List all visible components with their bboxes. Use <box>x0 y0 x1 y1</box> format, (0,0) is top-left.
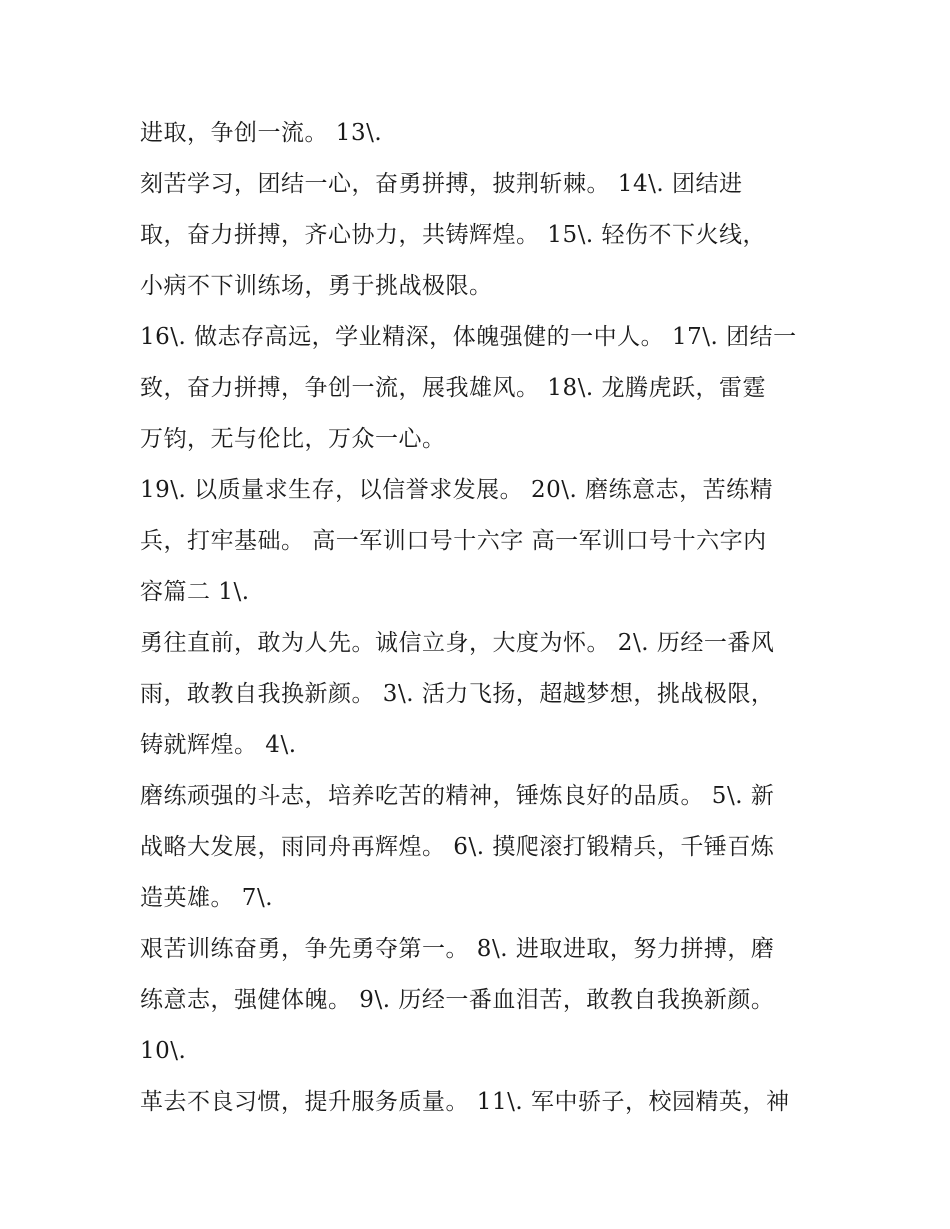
text-line-12: 雨，敢教自我换新颜。 3\. 活力飞扬，超越梦想，挑战极限， <box>140 681 775 707</box>
text-line-11: 勇往直前，敢为人先。诚信立身，大度为怀。 2\. 历经一番风 <box>140 630 775 656</box>
text-line-19: 10\. <box>140 1038 187 1064</box>
text-line-6: 致，奋力拼搏，争创一流，展我雄风。 18\. 龙腾虎跃，雷霆 <box>140 375 766 401</box>
text-line-4: 小病不下训练场，勇于挑战极限。 <box>140 273 493 299</box>
text-line-1: 进取，争创一流。 13\. <box>140 120 383 146</box>
text-line-20: 革去不良习惯，提升服务质量。 11\. 军中骄子，校园精英，神 <box>140 1089 790 1115</box>
text-line-14: 磨练顽强的斗志，培养吃苦的精神，锤炼良好的品质。 5\. 新 <box>140 783 775 809</box>
text-line-2: 刻苦学习，团结一心，奋勇拼搏，披荆斩棘。 14\. 团结进 <box>140 171 743 197</box>
text-line-10: 容篇二 1\. <box>140 579 250 605</box>
text-line-8: 19\. 以质量求生存，以信誉求发展。 20\. 磨练意志，苦练精 <box>140 477 774 503</box>
text-line-18: 练意志，强健体魄。 9\. 历经一番血泪苦，敢教自我换新颜。 <box>140 987 775 1013</box>
body-text <box>140 108 820 1128</box>
text-line-17: 艰苦训练奋勇，争先勇夺第一。 8\. 进取进取，努力拼搏，磨 <box>140 936 775 962</box>
text-line-15: 战略大发展，雨同舟再辉煌。 6\. 摸爬滚打锻精兵，千锤百炼 <box>140 834 775 860</box>
text-line-16: 造英雄。 7\. <box>140 885 274 911</box>
text-line-3: 取，奋力拼搏，齐心协力，共铸辉煌。 15\. 轻伤不下火线， <box>140 222 766 248</box>
text-line-5: 16\. 做志存高远，学业精深，体魄强健的一中人。 17\. 团结一 <box>140 324 797 350</box>
text-line-7: 万钧，无与伦比，万众一心。 <box>140 426 446 452</box>
text-line-9: 兵，打牢基础。 高一军训口号十六字 高一军训口号十六字内 <box>140 528 767 554</box>
text-line-13: 铸就辉煌。 4\. <box>140 732 297 758</box>
